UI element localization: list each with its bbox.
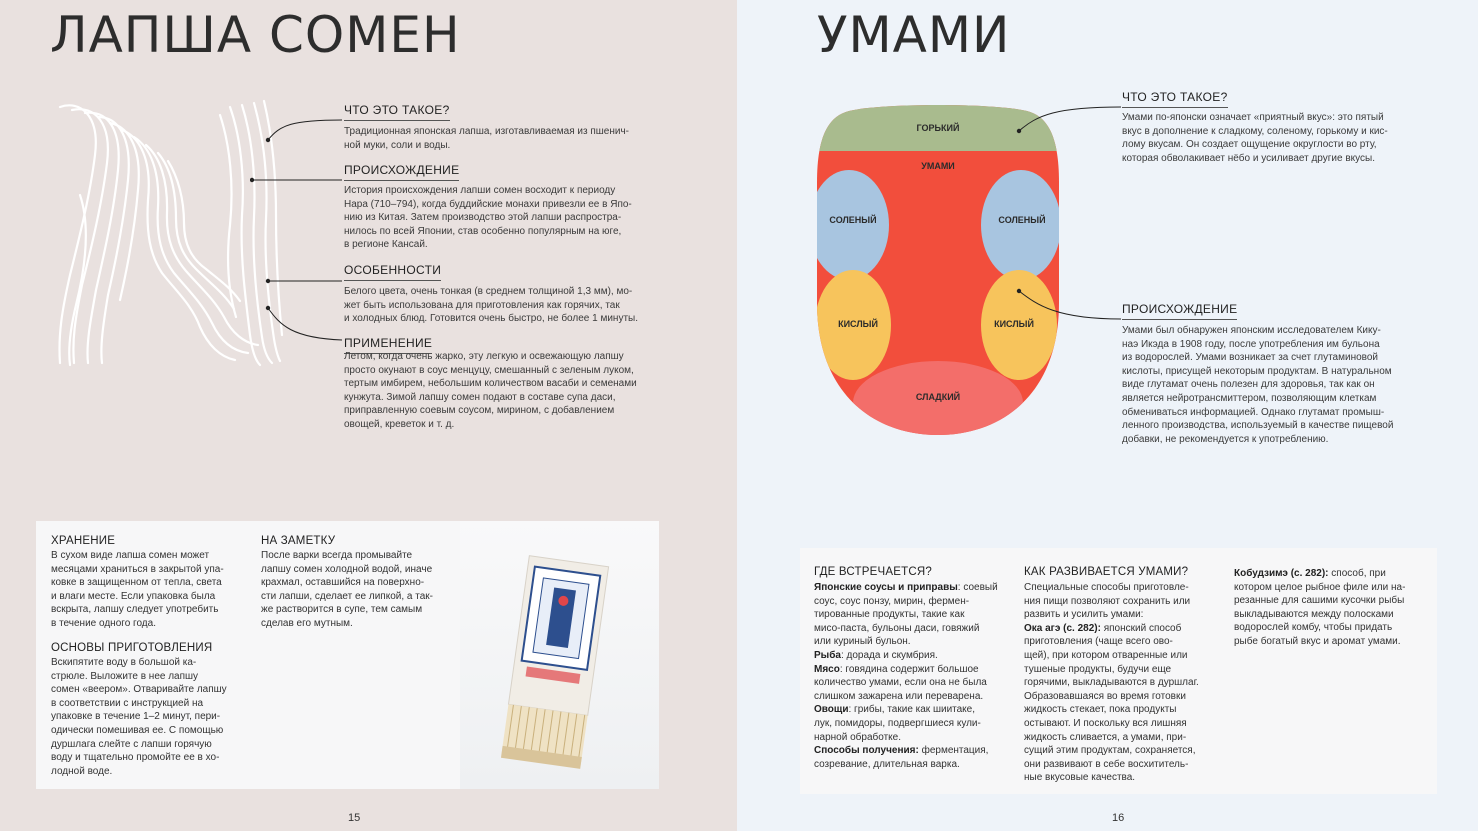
panel-line	[814, 744, 998, 758]
panel-line-text: : дорада и скумбрия.	[840, 649, 938, 661]
panel-line	[814, 731, 998, 745]
panel-line-text: водорослей комбу, чтобы придать	[1234, 622, 1393, 634]
label-salty-left: СОЛЕНЫЙ	[829, 215, 877, 225]
panel-line	[814, 663, 998, 677]
panel-line	[814, 717, 998, 731]
section-heading-what: ЧТО ЭТО ТАКОЕ?	[344, 103, 450, 121]
panel-line	[1234, 581, 1405, 595]
panel-line-text: они развивают в себе восхититель-	[1024, 758, 1189, 770]
panel-line	[1234, 567, 1405, 581]
leader-lines-left	[250, 100, 350, 360]
panel-line	[1024, 649, 1199, 663]
panel-line-text: японский способ	[1100, 622, 1182, 634]
panel-line	[1234, 594, 1405, 608]
panel-term: Мясо	[814, 663, 840, 675]
panel-line-text: жидкость стекает, пока продукты	[1024, 704, 1177, 716]
sweet-zone	[853, 361, 1023, 443]
page-title-somen: ЛАПША СОМЕН	[50, 6, 461, 64]
panel-term: Кобудзимэ (с. 282):	[1234, 568, 1329, 579]
panel-line-text: : говядина содержит большое	[839, 663, 979, 675]
panel-line	[814, 608, 998, 622]
basics-heading: ОСНОВЫ ПРИГОТОВЛЕНИЯ	[51, 642, 213, 654]
basics-text: Вскипятите воду в большой ка- стрюле. Выложите в нее лапшу сомен «веером». Отваривайте лапшу в соответствии с инструкцией на упаковке в течение 1–2 минут, пери- одически помешивая ее. С помощью дуршлага слейте с лапши горячую воду и тщательно промойте ее в хо- лодной воде.	[51, 657, 227, 777]
panel-line	[1024, 731, 1199, 745]
panel-line-text: рыбе богатый вкус и аромат умами.	[1234, 635, 1401, 647]
panel-line-text: остывают. И поскольку вся лишняя	[1024, 717, 1187, 729]
panel-line-text: ферментация,	[918, 745, 989, 757]
panel-term: Японские соусы и приправы	[814, 582, 958, 593]
panel-line-text: способ, при	[1328, 568, 1386, 579]
section-heading-usage: ПРИМЕНЕНИЕ	[344, 336, 432, 354]
section-text-features: Белого цвета, очень тонкая (в среднем толщиной 1,3 мм), мо- жет быть использована для приготовления как горячих, так и холодных блюд. Готовится очень быстро, не более 1 минуты.	[344, 286, 639, 325]
panel-line	[1024, 635, 1199, 649]
panel-line	[814, 758, 998, 772]
panel-line	[1234, 621, 1405, 635]
panel-line-text: жидкость сливается, а умами, при-	[1024, 731, 1187, 743]
panel-line	[1024, 608, 1199, 622]
panel-line	[814, 595, 998, 609]
panel-line	[1234, 635, 1405, 649]
panel-line-text: : соевый	[957, 582, 998, 593]
panel-line	[1024, 676, 1199, 690]
panel-line	[1024, 758, 1199, 772]
page-title-umami: УМАМИ	[817, 6, 1011, 64]
panel-line-text: ния пищи позволяют сохранить или	[1024, 595, 1191, 607]
panel-line-text: тушеные продукты, будучи еще	[1024, 663, 1172, 675]
section-text-origin: История происхождения лапши сомен восходит к периоду Нара (710–794), когда буддийские монахи привезли ее в Япо- нию из Китая. Затем производство этой лапши распростра- нилось по всей Японии, став особенно популярным на юге, в регионе Кансай.	[344, 185, 632, 251]
panel-line	[1024, 663, 1199, 677]
section-text-what: Традиционная японская лапша, изготавливаемая из пшенич- ной муки, соли и воды.	[344, 126, 630, 151]
panel-line-text: ные вкусовые качества.	[1024, 772, 1136, 784]
panel-line-text: щей), при котором отваренные или	[1024, 649, 1188, 661]
umami-text-origin: Умами был обнаружен японским исследователем Кику- наэ Икэда в 1908 году, после употребления им бульона из водорослей. Умами возникает за счет глутаминовой кислоты, присущей некоторым продуктам. В натуральном виде глутамат очень полезен для здоровья, так как он является нейротрансмиттером, позволяющим клеткам обмениваться информацией. Однако глутамат промыш- ленного производства, используемый в качестве пищевой добавки, не рекомендуется к употреблению.	[1122, 325, 1394, 445]
page-number-right: 16	[1112, 812, 1125, 824]
panel-line	[814, 703, 998, 717]
panel-line-text: развить и усилить умами:	[1024, 609, 1144, 621]
note-heading: НА ЗАМЕТКУ	[261, 535, 336, 547]
panel-line-text: Специальные способы приготовле-	[1024, 582, 1189, 593]
panel-line-text: резанные для сашими кусочки рыбы	[1234, 595, 1405, 607]
panel-line	[814, 635, 998, 649]
panel-line-text: лук, помидоры, подвергшиеся кули-	[814, 717, 981, 729]
panel-line-text: нарной обработке.	[814, 731, 901, 743]
panel-line	[1024, 717, 1199, 731]
leader-lines-right	[1007, 95, 1127, 330]
panel-line-text: выкладываются между полосками	[1234, 608, 1394, 620]
panel-line-text: слишком зажарена или переварена.	[814, 690, 984, 702]
umami-heading-what: ЧТО ЭТО ТАКОЕ?	[1122, 90, 1228, 108]
where-text	[814, 581, 998, 771]
panel-term: Рыба	[814, 649, 841, 661]
panel-line	[1234, 608, 1405, 622]
umami-heading-origin: ПРОИСХОЖДЕНИЕ	[1122, 302, 1237, 320]
kobujime-text	[1234, 567, 1405, 649]
panel-line	[814, 622, 998, 636]
label-sour-left: КИСЛЫЙ	[838, 319, 878, 329]
label-sweet: СЛАДКИЙ	[915, 392, 961, 402]
panel-line	[1024, 581, 1199, 595]
panel-line-text: приготовления (чаще всего ово-	[1024, 636, 1173, 648]
label-salty-right: СОЛЕНЫЙ	[998, 215, 1046, 225]
panel-line-text: мисо-паста, бульоны даси, говяжий	[814, 622, 980, 634]
panel-line	[1024, 744, 1199, 758]
panel-line-text: котором целое рыбное филе или на-	[1234, 581, 1406, 593]
panel-line	[1024, 771, 1199, 785]
panel-line-text: созревание, длительная варка.	[814, 758, 960, 770]
section-heading-origin: ПРОИСХОЖДЕНИЕ	[344, 163, 459, 181]
label-bitter: ГОРЬКИЙ	[916, 123, 960, 133]
panel-term: Овощи	[814, 704, 849, 716]
panel-line-text: или куриный бульон.	[814, 636, 911, 648]
where-heading: ГДЕ ВСТРЕЧАЕТСЯ?	[814, 566, 932, 578]
panel-line	[814, 581, 998, 595]
page-number-left: 15	[348, 812, 361, 824]
umami-text-what: Умами по-японски означает «приятный вкус»: это пятый вкус в дополнение к сладкому, соленому, горькому и кис- лому вкусам. Он создает ощущение округлости во рту, которая обволакивает нёбо и усиливает другие вкусы.	[1122, 112, 1388, 164]
panel-line	[814, 649, 998, 663]
panel-line-text: Образовавшаяся во время готовки	[1024, 690, 1186, 702]
panel-line-text: : грибы, такие как шиитаке,	[848, 704, 976, 716]
section-text-usage: Летом, когда очень жарко, эту легкую и освежающую лапшу просто окунают в соус менцуцу, смешанный с зеленым луком, тертым имбирем, небольшим количеством васаби и семенами кунжута. Зимой лапшу сомен подают в составе супа даси, приправленную соевым соусом, мирином, с добавлением овощей, креветок и т. д.	[344, 351, 637, 430]
panel-line	[1024, 595, 1199, 609]
panel-line	[1024, 703, 1199, 717]
panel-line	[1024, 622, 1199, 636]
develop-heading: КАК РАЗВИВАЕТСЯ УМАМИ?	[1024, 566, 1189, 578]
somen-package-photo	[460, 521, 659, 789]
left-page	[0, 0, 737, 831]
panel-term: Способы получения:	[814, 745, 919, 757]
panel-line-text: тированные продукты, такие как	[814, 609, 965, 621]
panel-line	[814, 676, 998, 690]
note-text: После варки всегда промывайте лапшу сомен холодной водой, иначе крахмал, оставшийся на поверхно- сти лапши, сделает ее липкой, а так- же растворится в супе, тем самым сделав его мутным.	[261, 550, 433, 629]
panel-line-text: сущий этим продуктам, сохраняется,	[1024, 745, 1196, 757]
section-heading-features: ОСОБЕННОСТИ	[344, 263, 441, 281]
label-sour-right: КИСЛЫЙ	[994, 319, 1034, 329]
develop-text	[1024, 581, 1199, 785]
storage-text: В сухом виде лапша сомен может месяцами храниться в закрытой упа- ковке в защищенном от тепла, света и влаги месте. Если упаковка была вскрыта, лапшу следует употребить в течение одного года.	[51, 550, 224, 629]
panel-term: Ока агэ (с. 282):	[1024, 622, 1101, 634]
label-umami: УМАМИ	[921, 161, 955, 171]
panel-line-text: количество умами, если она не была	[814, 677, 987, 689]
panel-line	[1024, 690, 1199, 704]
panel-line-text: горячими, выкладываются в дуршлаг.	[1024, 677, 1199, 689]
panel-line-text: соус, соус понзу, мирин, фермен-	[814, 595, 970, 607]
panel-line	[814, 690, 998, 704]
storage-heading: ХРАНЕНИЕ	[51, 535, 116, 547]
